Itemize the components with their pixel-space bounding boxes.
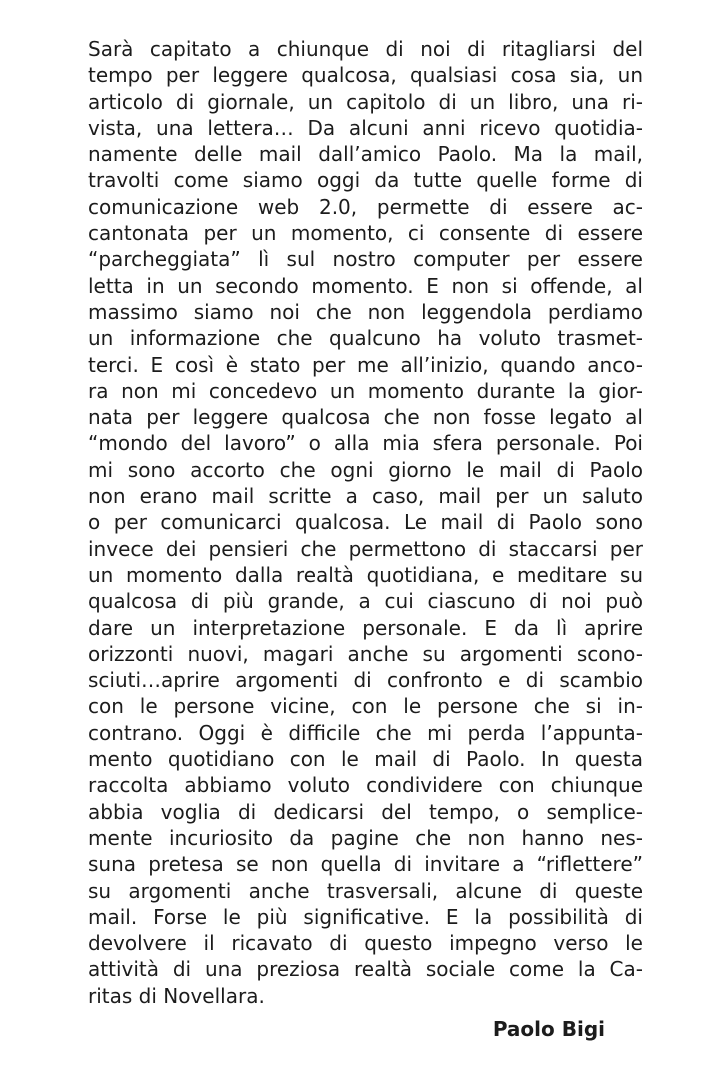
text-line: mail. Forse le più significative. E la possibilità di <box>88 904 643 929</box>
text-line: articolo di giornale, un capitolo di un libro, una ri- <box>88 89 643 114</box>
preface-text <box>88 36 643 1009</box>
text-line: su argomenti anche trasversali, alcune di queste <box>88 878 643 903</box>
text-line: qualcosa di più grande, a cui ciascuno di noi può <box>88 589 643 614</box>
text-line: mento quotidiano con le mail di Paolo. In questa <box>88 747 643 772</box>
text-line: orizzonti nuovi, magari anche su argomenti scono- <box>88 641 643 666</box>
text-line: vista, una lettera… Da alcuni anni ricevo quotidia- <box>88 115 643 140</box>
text-line-last: ritas di Novellara. <box>88 983 265 1008</box>
text-line: “parcheggiata” lì sul nostro computer per essere <box>88 247 643 272</box>
text-line: cantonata per un momento, ci consente di essere <box>88 221 643 246</box>
text-line: un momento dalla realtà quotidiana, e meditare su <box>88 562 643 587</box>
text-line: raccolta abbiamo voluto condividere con chiunque <box>88 773 643 798</box>
text-line: sciuti…aprire argomenti di confronto e di scambio <box>88 668 643 693</box>
text-line: ra non mi concedevo un momento durante la gior- <box>88 378 643 403</box>
text-line: invece dei pensieri che permettono di staccarsi per <box>88 536 643 561</box>
text-line: un informazione che qualcuno ha voluto trasmet- <box>88 326 643 351</box>
author-signature: Paolo Bigi <box>492 1017 605 1041</box>
text-line: terci. E così è stato per me all’inizio, quando anco- <box>88 352 643 377</box>
text-line: “mondo del lavoro” o alla mia sfera personale. Poi <box>88 431 643 456</box>
text-line: non erano mail scritte a caso, mail per un saluto <box>88 484 643 509</box>
text-line: mi sono accorto che ogni giorno le mail di Paolo <box>88 457 643 482</box>
text-line: tempo per leggere qualcosa, qualsiasi cosa sia, un <box>88 63 643 88</box>
text-line: mente incuriosito da pagine che non hanno nes- <box>88 825 643 850</box>
text-line: letta in un secondo momento. E non si offende, al <box>88 273 643 298</box>
text-line: contrano. Oggi è difficile che mi perda l’appunta- <box>88 720 643 745</box>
text-line: attività di una preziosa realtà sociale come la Ca- <box>88 957 643 982</box>
text-line: devolvere il ricavato di questo impegno verso le <box>88 931 643 956</box>
text-line: namente delle mail dall’amico Paolo. Ma la mail, <box>88 142 643 167</box>
text-line: nata per leggere qualcosa che non fosse legato al <box>88 405 643 430</box>
text-line: massimo siamo noi che non leggendola perdiamo <box>88 299 643 324</box>
text-line: dare un interpretazione personale. E da lì aprire <box>88 615 643 640</box>
text-line: travolti come siamo oggi da tutte quelle forme di <box>88 168 643 193</box>
text-line: Sarà capitato a chiunque di noi di ritagliarsi del <box>88 37 643 61</box>
text-line: comunicazione web 2.0, permette di essere ac- <box>88 194 643 219</box>
text-line: o per comunicarci qualcosa. Le mail di Paolo sono <box>88 510 643 535</box>
text-line: con le persone vicine, con le persone che si in- <box>88 694 643 719</box>
text-line: abbia voglia di dedicarsi del tempo, o semplice- <box>88 799 643 824</box>
text-line: suna pretesa se non quella di invitare a “riflettere” <box>88 852 643 877</box>
